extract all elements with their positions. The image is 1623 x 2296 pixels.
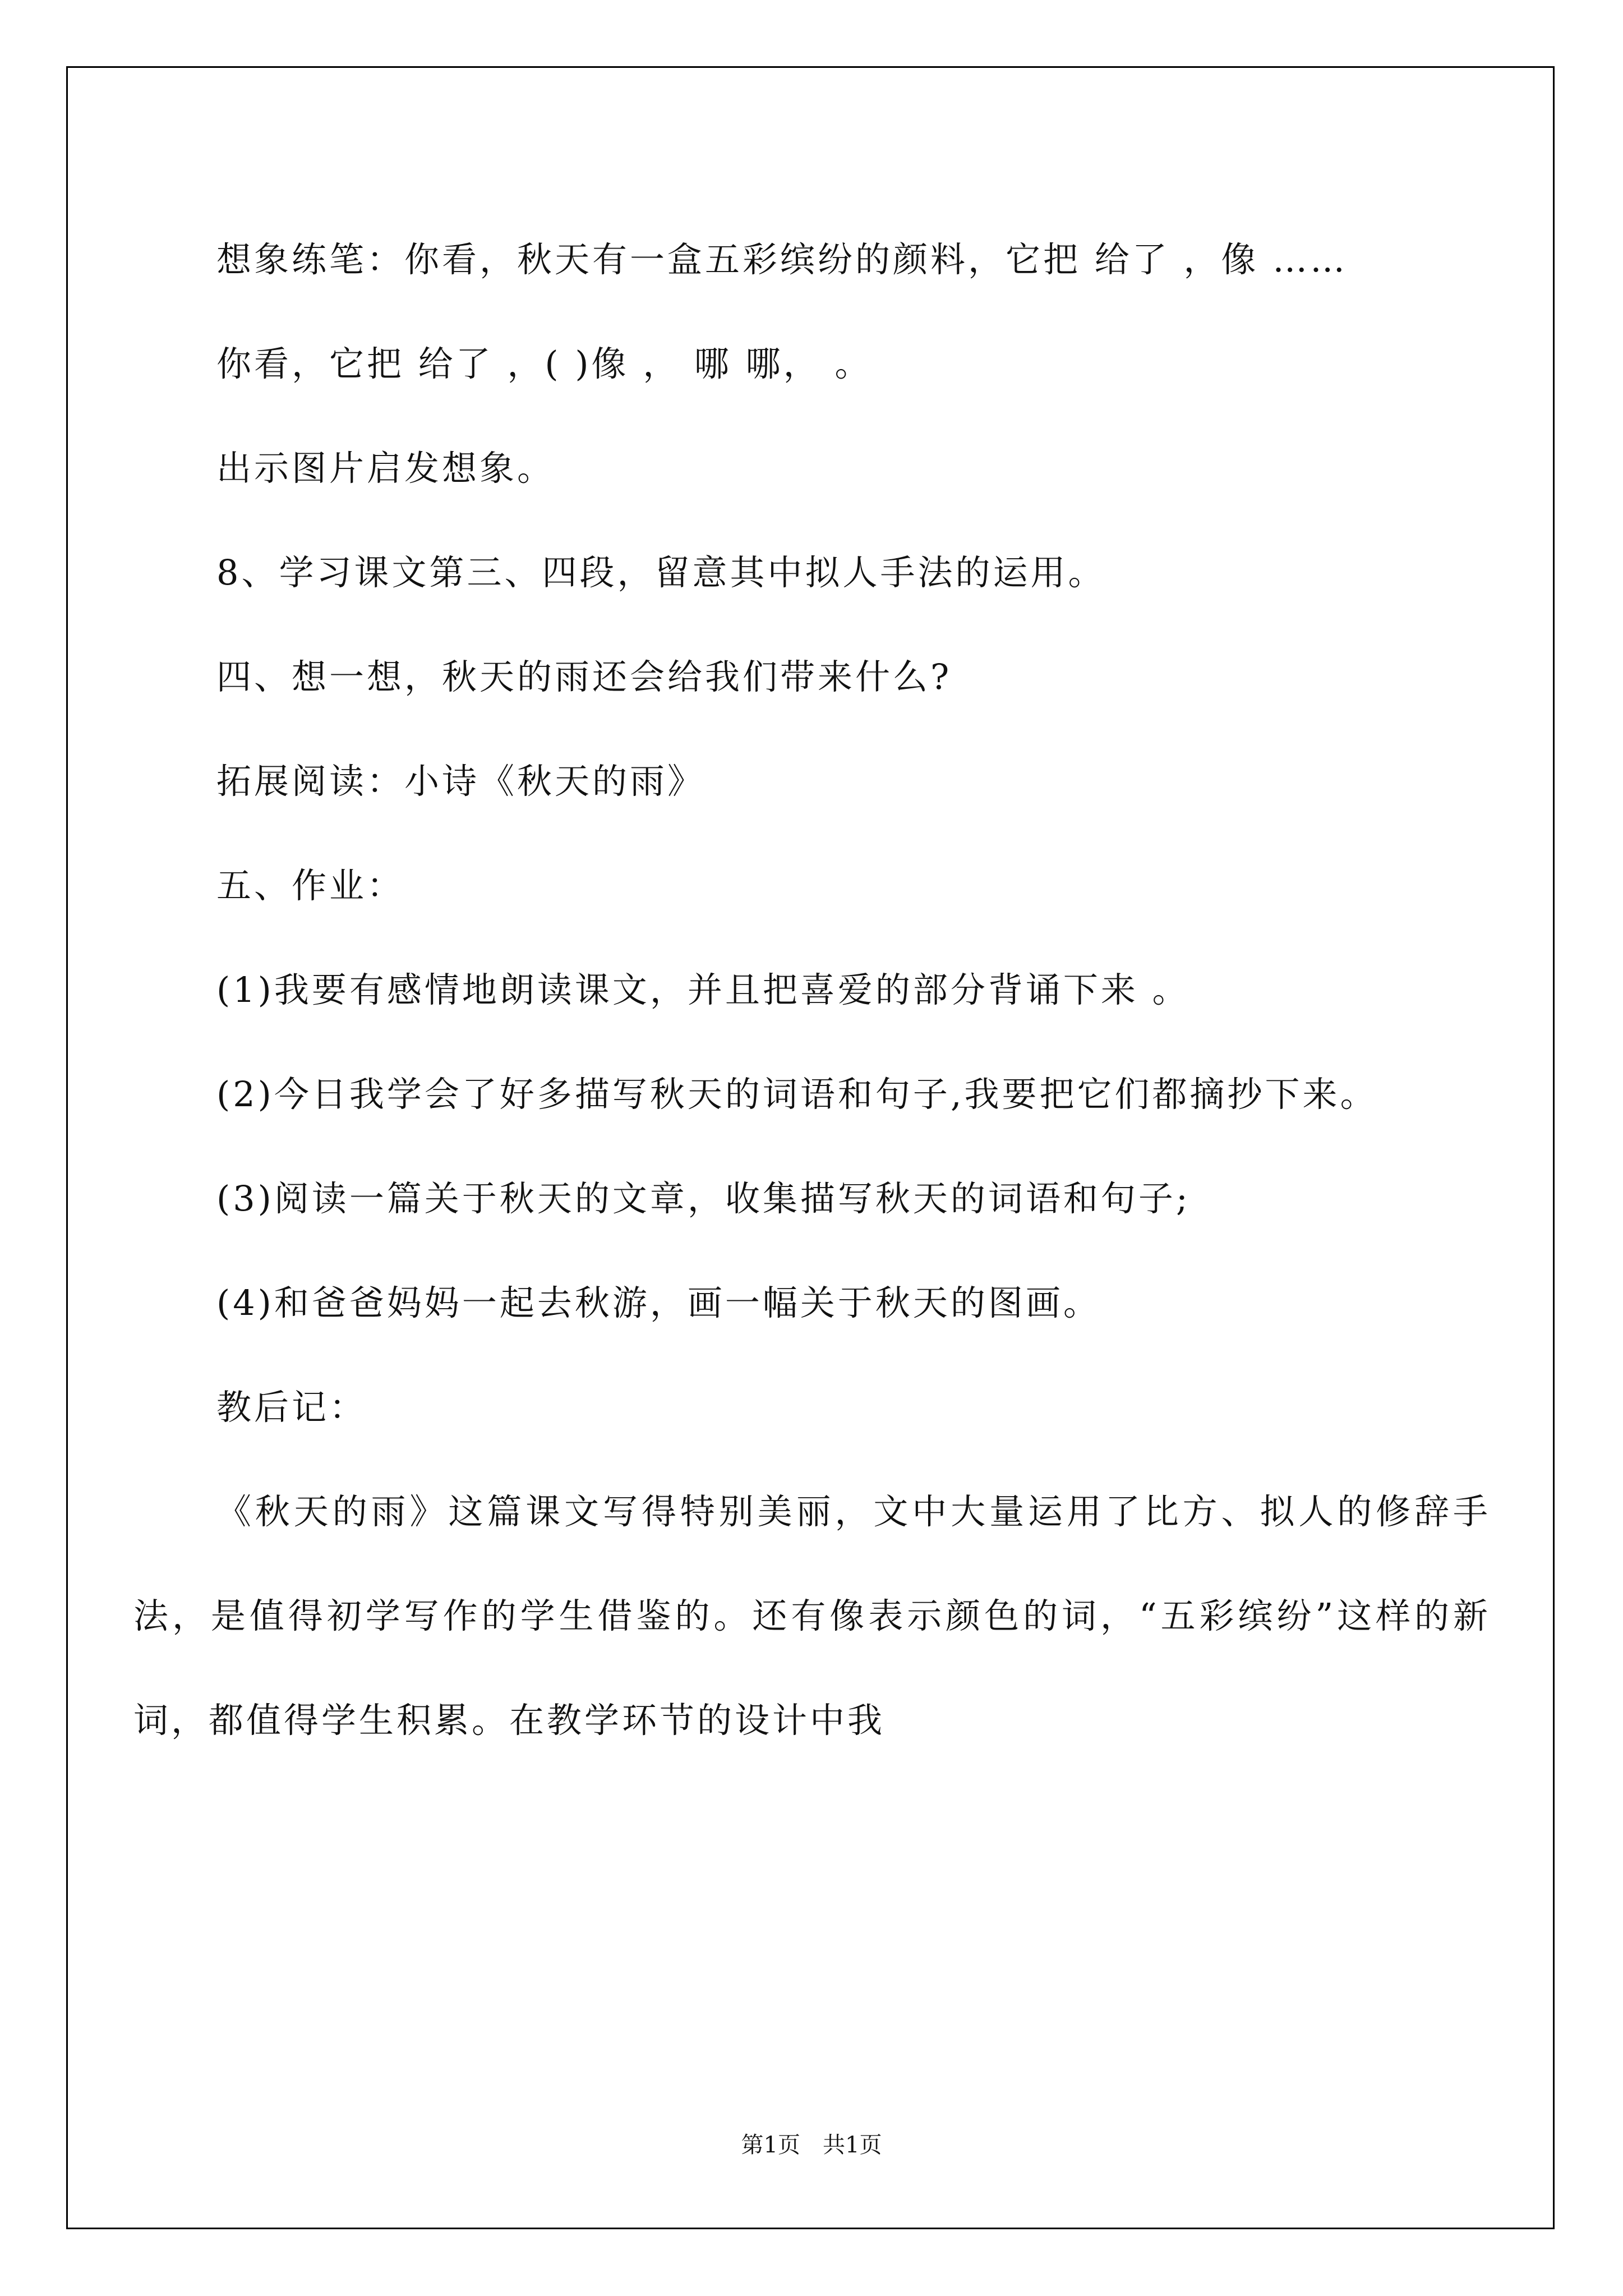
- document-body: [133, 208, 1491, 1773]
- paragraph-reflection: 《秋天的雨》这篇课文写得特别美丽，文中大量运用了比方、拟人的修辞手法，是值得初学写作的学生借鉴的。还有像表示颜色的词，“五彩缤纷”这样的新词，都值得学生积累。在教学环节的设计中我: [133, 1491, 1491, 1741]
- paragraph-extended-reading: 拓展阅读：小诗《秋天的雨》: [216, 761, 706, 802]
- paragraph-homework-1: (1)我要有感情地朗读课文，并且把喜爱的部分背诵下来 。: [216, 969, 1190, 1010]
- paragraph-show-pictures: 出示图片启发想象。: [216, 448, 555, 489]
- paragraph-reflection-heading: 教后记：: [216, 1387, 367, 1428]
- paragraph-writing-practice: 想象练笔：你看，秋天有一盒五彩缤纷的颜料，它把 给了 ，像 ……: [216, 239, 1348, 280]
- paragraph-sentence-frame: 你看，它把 给了 ，( )像 ， 哪 哪， 。: [216, 343, 873, 384]
- page-footer: 第1页 共1页: [741, 2132, 882, 2158]
- paragraph-homework-3: (3)阅读一篇关于秋天的文章，收集描写秋天的词语和句子;: [216, 1178, 1191, 1219]
- paragraph-step-8: 8、学习课文第三、四段，留意其中拟人手法的运用。: [216, 552, 1106, 593]
- paragraph-homework-4: (4)和爸爸妈妈一起去秋游，画一幅关于秋天的图画。: [216, 1282, 1101, 1323]
- paragraph-section-4: 四、想一想，秋天的雨还会给我们带来什么?: [216, 656, 952, 697]
- paragraph-homework-heading: 五、作业：: [216, 865, 405, 906]
- paragraph-homework-2: (2)今日我学会了好多描写秋天的词语和句子,我要把它们都摘抄下来。: [216, 1074, 1378, 1115]
